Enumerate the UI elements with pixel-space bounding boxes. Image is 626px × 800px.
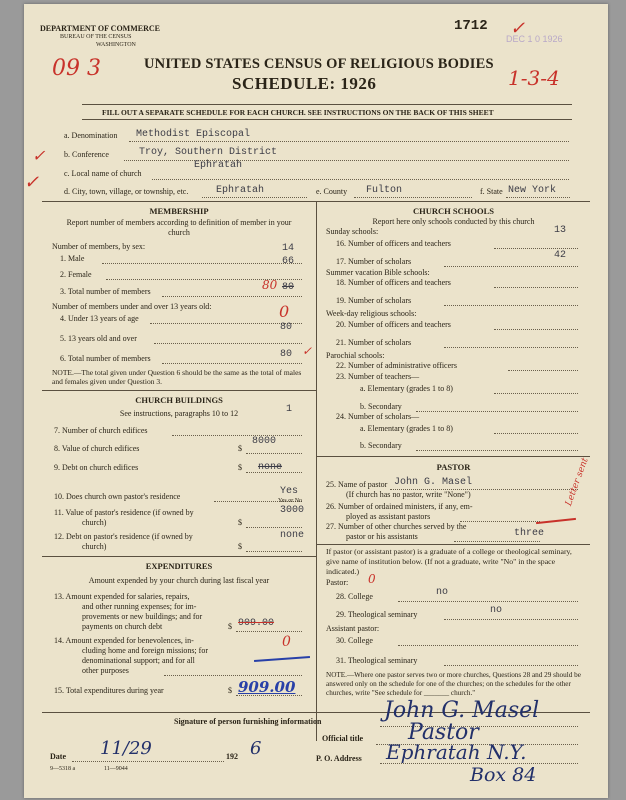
county-value: Fulton — [366, 185, 403, 196]
q15-dollar: $ — [228, 686, 232, 695]
sunday-label: Sunday schools: — [326, 227, 379, 236]
q23b-field[interactable] — [416, 411, 578, 412]
q31-field[interactable] — [444, 665, 578, 666]
po-address-value: Ephratah N.Y. — [386, 740, 527, 764]
po-address-label: P. O. Address — [316, 754, 362, 763]
red-check-icon: ✓ — [32, 146, 46, 165]
q30-label: 30. College — [336, 636, 373, 645]
q26-field[interactable] — [460, 521, 540, 522]
q28-value: no — [436, 587, 449, 598]
q3-field[interactable] — [162, 296, 302, 297]
red-check-icon: ✓ — [24, 172, 40, 193]
q23b-label: b. Secondary — [360, 402, 402, 411]
q17-value: 42 — [554, 250, 567, 261]
membership-note: NOTE.—The total given under Question 6 should be the same as the total of males and females given under Question 3. — [52, 368, 302, 386]
schools-title: CHURCH SCHOOLS — [413, 206, 494, 216]
state-value: New York — [508, 185, 557, 196]
q4-value: 0 — [279, 302, 290, 321]
blue-strike-mark — [254, 656, 310, 662]
schedule-title: SCHEDULE: 1926 — [232, 74, 377, 93]
q7-field[interactable] — [172, 435, 302, 436]
q25-value: John G. Masel — [394, 477, 473, 488]
q11-value: 3000 — [280, 505, 305, 516]
state-field[interactable] — [506, 197, 570, 198]
q14-field[interactable] — [164, 675, 302, 676]
yes-no-hint: Yes or No — [278, 498, 303, 504]
rule — [42, 390, 316, 391]
q25-note: (If church has no pastor, write "None") — [346, 490, 471, 499]
q13-value: 909.00 — [238, 618, 275, 629]
q27-label-2: pastor or his assistants — [346, 532, 418, 541]
q8-label: 8. Value of church edifices — [54, 444, 140, 453]
q6-label: 6. Total number of members — [60, 354, 151, 363]
q31-label: 31. Theological seminary — [336, 656, 418, 665]
q5-value: 80 — [280, 322, 293, 333]
q24-label: 24. Number of scholars— — [336, 412, 420, 421]
q14-label-1: 14. Amount expended for benevolences, in- — [54, 636, 194, 645]
department-label: DEPARTMENT OF COMMERCE — [40, 24, 161, 33]
q27-margin-note: Letter sent — [564, 456, 591, 508]
q1-field[interactable] — [102, 263, 302, 264]
q24a-label: a. Elementary (grades 1 to 8) — [360, 424, 453, 433]
pastor-sub-label: Pastor: — [326, 578, 349, 587]
rule — [317, 456, 590, 457]
county-field[interactable] — [354, 197, 472, 198]
q3-value: 80 — [282, 282, 295, 293]
q1-value: 14 — [282, 243, 295, 254]
q24b-field[interactable] — [416, 450, 578, 451]
membership-intro: Report number of members according to definition of member in your church — [66, 218, 292, 237]
q3-label: 3. Total number of members — [60, 287, 151, 296]
q27-label-1: 27. Number of other churches served by the — [326, 522, 467, 531]
conference-field[interactable] — [124, 160, 569, 161]
q9-label: 9. Debt on church edifices — [54, 463, 139, 472]
conference-label: b. Conference — [64, 150, 109, 159]
q3-red-value: 80 — [262, 278, 278, 292]
q28-label: 28. College — [336, 592, 373, 601]
q22-field[interactable] — [508, 370, 578, 371]
q12-dollar: $ — [238, 542, 242, 551]
q16-label: 16. Number of officers and teachers — [336, 239, 451, 248]
buildings-intro: See instructions, paragraphs 10 to 12 — [119, 409, 239, 418]
q26-label-1: 26. Number of ordained ministers, if any, em- — [326, 502, 473, 511]
po-address-box: Box 84 — [470, 764, 537, 786]
q6-field[interactable] — [162, 363, 302, 364]
form-code: 9—5318 a — [50, 766, 76, 772]
q8-dollar: $ — [238, 444, 242, 453]
city-label: WASHINGTON — [96, 42, 136, 48]
age-intro-label: Number of members under and over 13 years old: — [52, 302, 212, 311]
denomination-value: Methodist Episcopal — [136, 129, 251, 140]
q2-value: 66 — [282, 256, 295, 267]
membership-title: MEMBERSHIP — [149, 206, 209, 216]
q10-label: 10. Does church own pastor's residence — [54, 492, 181, 501]
q17-label: 17. Number of scholars — [336, 257, 412, 266]
city-value: Ephratah — [216, 185, 265, 196]
q29-value: no — [490, 605, 503, 616]
q10-value: Yes — [280, 486, 299, 497]
red-check-icon: ✓ — [302, 344, 313, 358]
q12-field[interactable] — [246, 551, 302, 552]
q22-label: 22. Number of administrative officers — [336, 361, 457, 370]
q17-field[interactable] — [444, 266, 578, 267]
q20-label: 20. Number of officers and teachers — [336, 320, 451, 329]
q11-label-1: 11. Value of pastor's residence (if owned by — [54, 508, 194, 517]
q30-field[interactable] — [398, 645, 578, 646]
weekday-label: Week-day religious schools: — [326, 309, 417, 318]
form-code-2: 11—9044 — [104, 766, 128, 772]
church-name-value: Ephratah — [194, 160, 243, 171]
county-label: e. County — [316, 187, 348, 196]
received-date-stamp: DEC 1 0 1926 — [506, 34, 563, 44]
q23a-field[interactable] — [494, 393, 578, 394]
q13-label-4: payments on church debt — [82, 622, 163, 631]
q6-value: 80 — [280, 349, 293, 360]
q26-label-2: ployed as assistant pastors — [346, 512, 431, 521]
schools-intro: Report here only schools conducted by this church — [372, 217, 535, 226]
date-label: Date — [50, 752, 66, 761]
q25-label: 25. Name of pastor — [326, 480, 388, 489]
denomination-label: a. Denomination — [64, 131, 118, 140]
summer-label: Summer vacation Bible schools: — [326, 268, 430, 277]
q14-label-4: other purposes — [82, 666, 129, 675]
year-value: 6 — [250, 738, 262, 759]
q20-field[interactable] — [494, 329, 578, 330]
q13-dollar: $ — [228, 622, 232, 631]
pastor-title: PASTOR — [436, 462, 471, 472]
q13-label-3: provements or new buildings; and for — [82, 612, 203, 621]
q13-label-1: 13. Amount expended for salaries, repairs, — [54, 592, 190, 601]
buildings-title: CHURCH BUILDINGS — [135, 395, 223, 405]
q29-field[interactable] — [444, 619, 578, 620]
q24a-field[interactable] — [494, 433, 578, 434]
bureau-label: BUREAU OF THE CENSUS — [60, 34, 132, 40]
q14-label-2: cluding home and foreign missions; for — [82, 646, 208, 655]
q27-value: three — [514, 528, 545, 539]
q4-label: 4. Under 13 years of age — [60, 314, 139, 323]
red-annotation-left: 09 3 — [52, 56, 101, 81]
q14-label-3: denominational support; and for all — [82, 656, 195, 665]
q11-label-2: church) — [82, 518, 107, 527]
red-check-icon: ✓ — [510, 18, 526, 39]
red-annotation-right: 1-3-4 — [508, 66, 560, 90]
q28-field[interactable] — [398, 601, 578, 602]
city-label-field: d. City, town, village, or township, etc. — [64, 187, 189, 196]
q7-value: 1 — [286, 404, 293, 415]
pastor-note: NOTE.—Where one pastor serves two or more churches, Questions 28 and 29 should be answered only on the schedule for one of the churches; on the schedules for the other churches, write "See schedule for _______ church." — [326, 671, 581, 697]
asst-pastor-label: Assistant pastor: — [326, 624, 380, 633]
q18-field[interactable] — [494, 287, 578, 288]
official-title-value: Pastor — [408, 720, 479, 745]
q15-label: 15. Total expenditures during year — [54, 686, 164, 695]
census-schedule-sheet — [24, 4, 608, 798]
date-value: 11/29 — [100, 738, 152, 759]
signature-label: Signature of person furnishing information — [174, 717, 322, 726]
expenditures-intro: Amount expended by your church during last fiscal year — [88, 576, 270, 585]
q8-field[interactable] — [246, 453, 302, 454]
rule — [82, 104, 572, 105]
year-prefix: 192 — [226, 752, 238, 761]
q16-value: 13 — [554, 225, 567, 236]
red-strike-mark — [536, 518, 576, 524]
q13-label-2: and other running expenses; for im- — [82, 602, 197, 611]
q19-field[interactable] — [444, 305, 578, 306]
q11-field[interactable] — [246, 527, 302, 528]
rule — [42, 556, 316, 557]
instruction-line: FILL OUT A SEPARATE SCHEDULE FOR EACH CHURCH. SEE INSTRUCTIONS ON THE BACK OF THIS SHEET — [102, 108, 494, 117]
expenditures-title: EXPENDITURES — [145, 561, 213, 571]
q2-label: 2. Female — [60, 270, 92, 279]
q24b-label: b. Secondary — [360, 441, 402, 450]
q21-field[interactable] — [444, 347, 578, 348]
signature-value: John G. Masel — [384, 698, 540, 723]
q12-label-1: 12. Debt on pastor's residence (if owned by — [54, 532, 193, 541]
form-title: UNITED STATES CENSUS OF RELIGIOUS BODIES — [144, 56, 494, 72]
form-number: 1712 — [454, 18, 488, 34]
conference-value: Troy, Southern District — [139, 147, 278, 158]
q9-value: none — [258, 462, 283, 473]
church-name-field[interactable] — [152, 179, 569, 180]
official-title-label: Official title — [322, 734, 364, 743]
q19-label: 19. Number of scholars — [336, 296, 412, 305]
q21-label: 21. Number of scholars — [336, 338, 412, 347]
q23a-label: a. Elementary (grades 1 to 8) — [360, 384, 453, 393]
q13-field[interactable] — [236, 631, 302, 632]
church-name-label: c. Local name of church — [64, 169, 142, 178]
q5-field[interactable] — [154, 343, 302, 344]
graduate-note: If pastor (or assistant pastor) is a graduate of a college or theological seminary, give name of institution below. (If not a graduate, write "No" in the space indicated.) — [326, 547, 572, 576]
city-field[interactable] — [202, 197, 307, 198]
q12-label-2: church) — [82, 542, 107, 551]
parochial-label: Parochial schools: — [326, 351, 385, 360]
state-label: f. State — [480, 187, 503, 196]
q29-label: 29. Theological seminary — [336, 610, 418, 619]
q14-value: 0 — [282, 634, 291, 650]
denomination-field[interactable] — [129, 141, 569, 142]
q11-dollar: $ — [238, 518, 242, 527]
q7-label: 7. Number of church edifices — [54, 426, 148, 435]
q8-value: 8000 — [252, 436, 277, 447]
rule — [82, 119, 572, 120]
q16-field[interactable] — [494, 248, 578, 249]
by-sex-label: Number of members, by sex: — [52, 242, 146, 251]
q18-label: 18. Number of officers and teachers — [336, 278, 451, 287]
q9-dollar: $ — [238, 463, 242, 472]
date-field[interactable] — [72, 761, 224, 762]
rule — [317, 544, 590, 545]
q12-value: none — [280, 530, 305, 541]
q27-field[interactable] — [454, 541, 540, 542]
q23-label: 23. Number of teachers— — [336, 372, 420, 381]
q1-label: 1. Male — [60, 254, 85, 263]
q5-label: 5. 13 years old and over — [60, 334, 137, 343]
pastor-red-mark: 0 — [368, 572, 376, 586]
q15-value: 909.00 — [238, 678, 296, 696]
